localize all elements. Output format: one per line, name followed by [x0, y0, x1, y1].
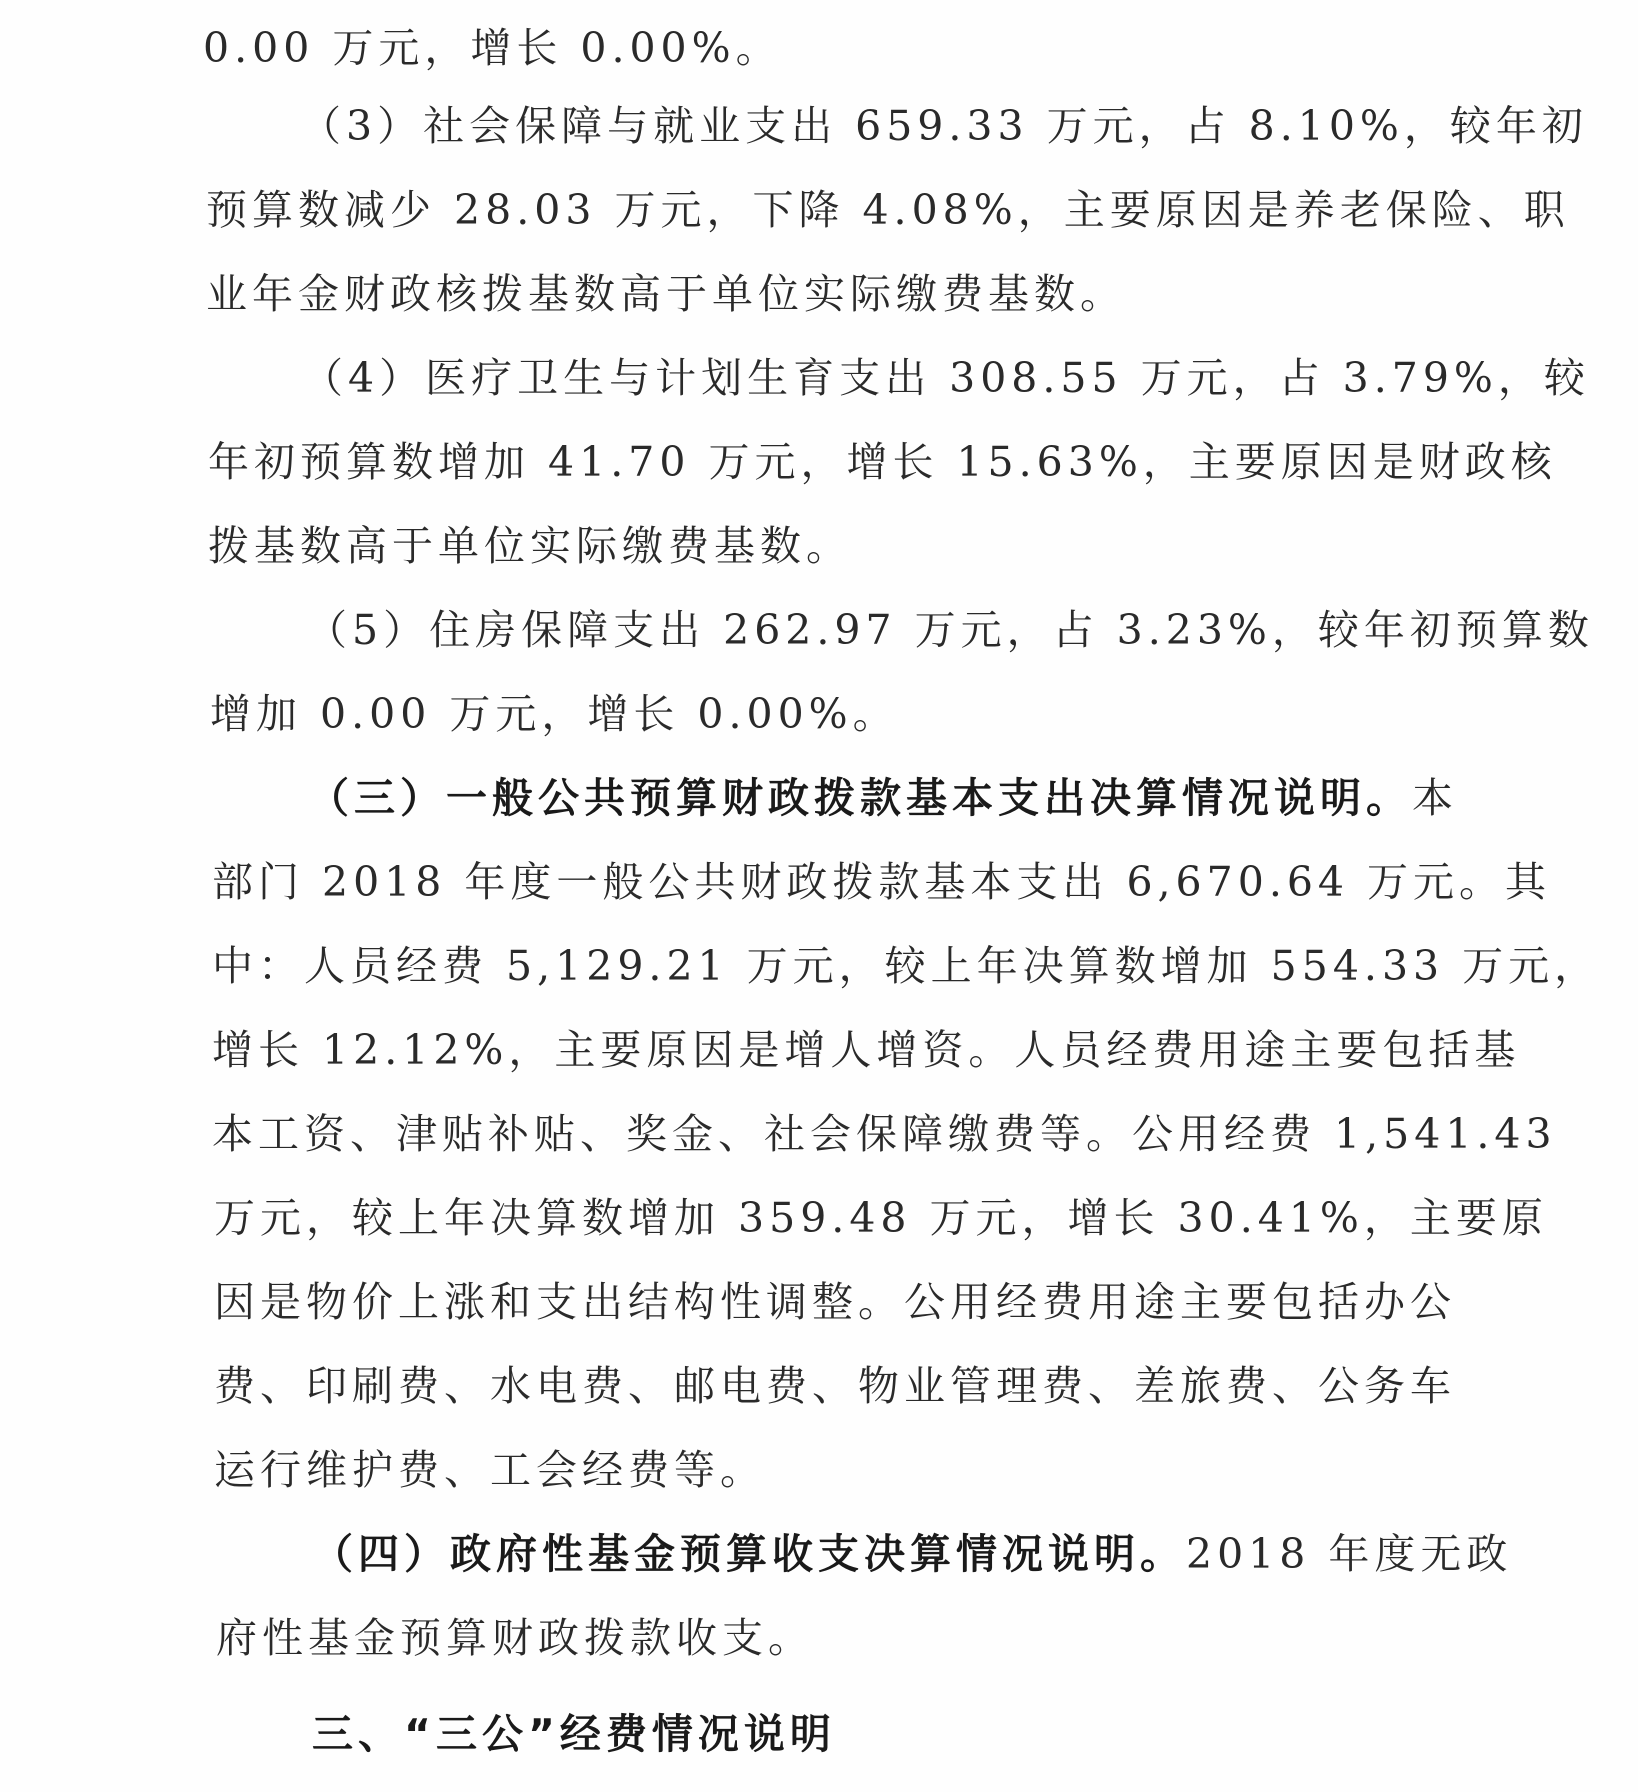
- text-segment: 费、印刷费、水电费、邮电费、物业管理费、差旅费、公务车: [214, 1362, 1456, 1410]
- text-line: [203, 8, 782, 88]
- text-segment: 年初预算数增加 41.70 万元，增长 15.63%，主要原因是财政核: [208, 438, 1557, 486]
- text-segment: 运行维护费、工会经费等。: [214, 1446, 766, 1494]
- text-segment: 增加 0.00 万元，增长 0.00%。: [210, 690, 899, 738]
- section-heading: （三）一般公共预算财政拨款基本支出决算情况说明。: [308, 774, 1412, 822]
- text-line: [214, 1262, 1456, 1342]
- text-segment: 本: [1412, 774, 1458, 822]
- text-segment: 2018 年度无政: [1186, 1530, 1513, 1578]
- text-line: [206, 254, 1126, 334]
- text-line: [214, 1178, 1548, 1258]
- section-heading-line: [308, 758, 1458, 838]
- text-line: [206, 170, 1570, 250]
- text-segment: 府性基金预算财政拨款收支。: [216, 1614, 814, 1662]
- chapter-heading: 三、“三公”经费情况说明: [312, 1710, 836, 1758]
- text-segment: 预算数减少 28.03 万元，下降 4.08%，主要原因是养老保险、职: [206, 186, 1570, 234]
- text-segment: （5）住房保障支出 262.97 万元，占 3.23%，较年初预算数: [306, 606, 1594, 654]
- paragraph-first-line: [300, 86, 1588, 166]
- text-line: [212, 842, 1551, 922]
- text-segment: 万元，较上年决算数增加 359.48 万元，增长 30.41%，主要原: [214, 1194, 1548, 1242]
- text-line: [212, 1010, 1520, 1090]
- text-line: [208, 422, 1557, 502]
- text-segment: 业年金财政核拨基数高于单位实际缴费基数。: [206, 270, 1126, 318]
- chapter-heading-line: [312, 1694, 836, 1774]
- text-line: [214, 1430, 766, 1510]
- text-line: [210, 674, 899, 754]
- text-segment: 中：人员经费 5,129.21 万元，较上年决算数增加 554.33 万元，: [212, 942, 1601, 990]
- text-segment: （3）社会保障与就业支出 659.33 万元，占 8.10%，较年初: [300, 102, 1588, 150]
- text-segment: 拨基数高于单位实际缴费基数。: [208, 522, 852, 570]
- text-line: [212, 926, 1600, 1006]
- text-segment: 0.00 万元，增长 0.00%。: [203, 24, 782, 72]
- paragraph-first-line: [306, 590, 1594, 670]
- text-segment: （4）医疗卫生与计划生育支出 308.55 万元，占 3.79%，较: [302, 354, 1590, 402]
- section-heading-line: [312, 1514, 1512, 1594]
- text-line: [214, 1346, 1456, 1426]
- text-line: [216, 1598, 814, 1678]
- text-line: [208, 506, 852, 586]
- section-heading: （四）政府性基金预算收支决算情况说明。: [312, 1530, 1186, 1578]
- text-segment: 因是物价上涨和支出结构性调整。公用经费用途主要包括办公: [214, 1278, 1456, 1326]
- text-segment: 本工资、津贴补贴、奖金、社会保障缴费等。公用经费 1,541.43: [212, 1110, 1557, 1158]
- text-segment: 增长 12.12%，主要原因是增人增资。人员经费用途主要包括基: [212, 1026, 1521, 1074]
- text-line: [212, 1094, 1557, 1174]
- paragraph-first-line: [302, 338, 1590, 418]
- text-segment: 部门 2018 年度一般公共财政拨款基本支出 6,670.64 万元。其: [212, 858, 1552, 906]
